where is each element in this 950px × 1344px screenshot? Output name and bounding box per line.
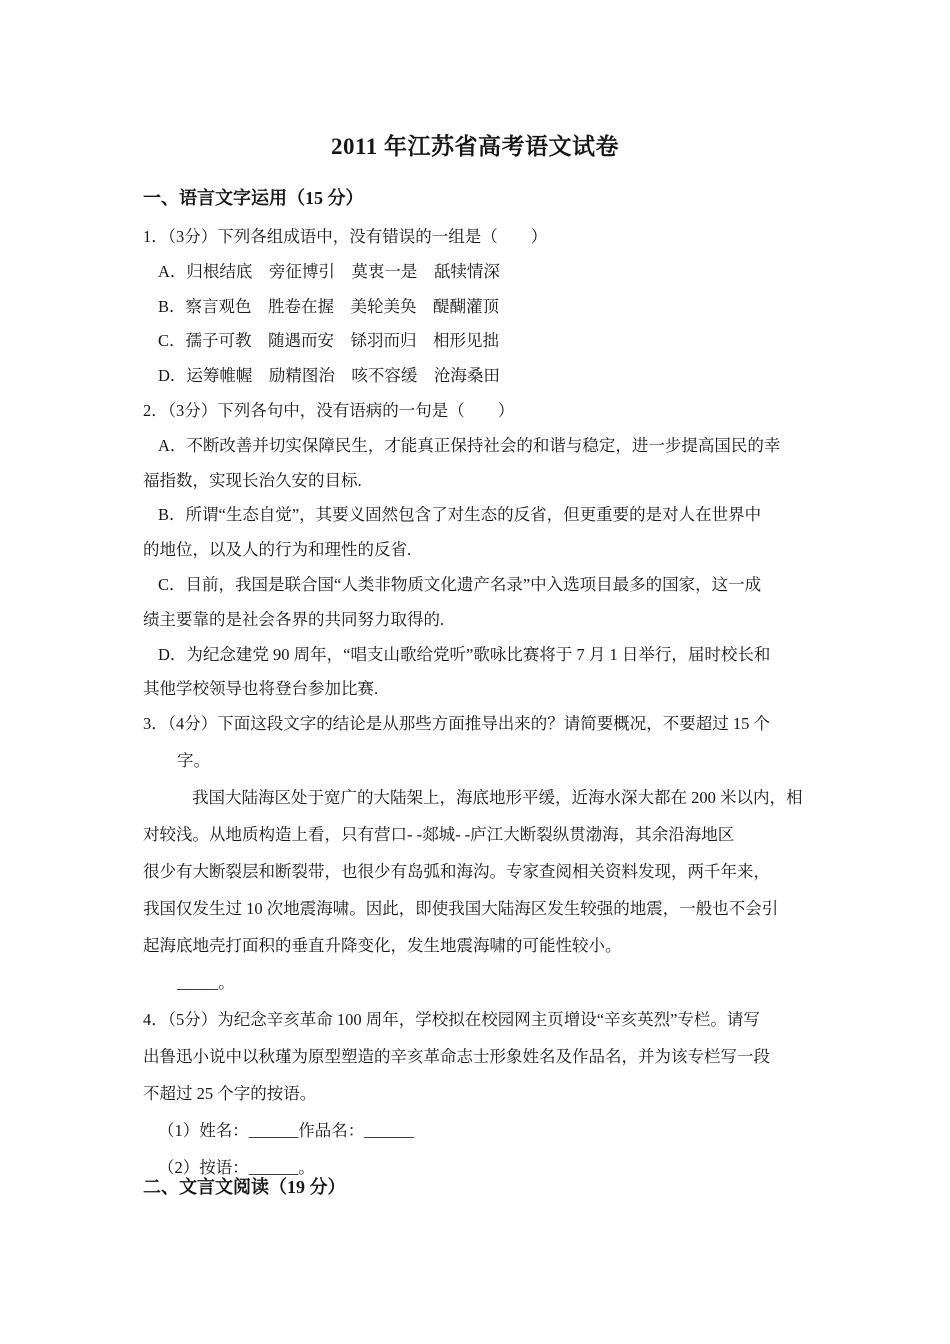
question-list <box>0 220 950 1186</box>
q3-stem-line-1: 3．（4分）下面这段文字的结论是从那些方面推导出来的？请简要概况，不要超过 15 个 <box>143 714 770 734</box>
q2-option-d-line-1: D．为纪念建党 90 周年，“唱支山歌给党听”歌咏比赛将于 7 月 1 日举行，届时校长和 <box>158 644 771 664</box>
q3-passage-line-1: 我国大陆海区处于宽广的大陆架上，海底地形平缓，近海水深大都在 200 米以内，相 <box>192 787 803 807</box>
document-title: 2011 年江苏省高考语文试卷 <box>331 134 619 159</box>
q1-option-d: D．运筹帷幄 励精图治 咳不容缓 沧海桑田 <box>158 366 500 386</box>
q4-stem-line-2: 出鲁迅小说中以秋瑾为原型塑造的辛亥革命志士形象姓名及作品名，并为该专栏写一段 <box>143 1046 770 1066</box>
q1-option-c: C．孺子可教 随遇而安 铩羽而归 相形见拙 <box>158 331 500 351</box>
section-one-heading: 一、语言文字运用（15 分） <box>143 188 364 208</box>
q4-stem-line-1: 4．（5分）为纪念辛亥革命 100 周年，学校拟在校园网主页增设“辛亥英烈”专栏。请写 <box>143 1009 760 1029</box>
q4-sub-item-1: （1）姓名：______作品名：______ <box>158 1120 414 1140</box>
q4-stem-line-3: 不超过 25 个字的按语。 <box>143 1083 317 1103</box>
q3-passage-line-3: 很少有大断裂层和断裂带，也很少有岛弧和海沟。专家查阅相关资料发现，两千年来， <box>143 861 770 881</box>
q2-option-c-line-2: 绩主要靠的是社会各界的共同努力取得的. <box>143 609 445 629</box>
q3-passage-line-2: 对较浅。从地质构造上看，只有营口- -郯城- -庐江大断裂纵贯渤海，其余沿海地区 <box>143 824 735 844</box>
q1-option-b: B．察言观色 胜卷在握 美轮美奂 醍醐灌顶 <box>158 296 500 316</box>
q1-stem: 1．（3分）下列各组成语中，没有错误的一组是（ ） <box>143 227 548 246</box>
q1-option-a: A．归根结底 旁征博引 莫衷一是 舐犊情深 <box>158 261 500 281</box>
q3-answer-blank: _____。 <box>177 972 235 992</box>
q2-option-a-line-1: A．不断改善并切实保障民生，才能真正保持社会的和谐与稳定，进一步提高国民的幸 <box>158 435 781 455</box>
q3-passage-line-5: 起海底地壳打面积的垂直升降变化，发生地震海啸的可能性较小。 <box>143 935 622 955</box>
q2-option-d-line-2: 其他学校领导也将登台参加比赛. <box>143 679 379 699</box>
q3-passage-line-4: 我国仅发生过 10 次地震海啸。因此，即使我国大陆海区发生较强的地震，一般也不会引 <box>143 898 779 918</box>
q2-option-a-line-2: 福指数，实现长治久安的目标. <box>143 470 362 490</box>
q4-sub-item-2: （2）按语：______。 <box>158 1157 315 1177</box>
q2-stem: 2．（3分）下列各句中，没有语病的一句是（ ） <box>143 400 515 420</box>
q2-option-b-line-1: B．所谓“生态自觉”，其要义固然包含了对生态的反省，但更重要的是对人在世界中 <box>158 505 762 525</box>
q3-stem-line-2: 字。 <box>177 750 210 770</box>
section-two-heading: 二、文言文阅读（19 分） <box>143 1176 346 1197</box>
q2-option-c-line-1: C．目前，我国是联合国“人类非物质文化遗产名录”中入选项目最多的国家，这一成 <box>158 574 762 594</box>
q2-option-b-line-2: 的地位，以及人的行为和理性的反省. <box>143 540 412 560</box>
